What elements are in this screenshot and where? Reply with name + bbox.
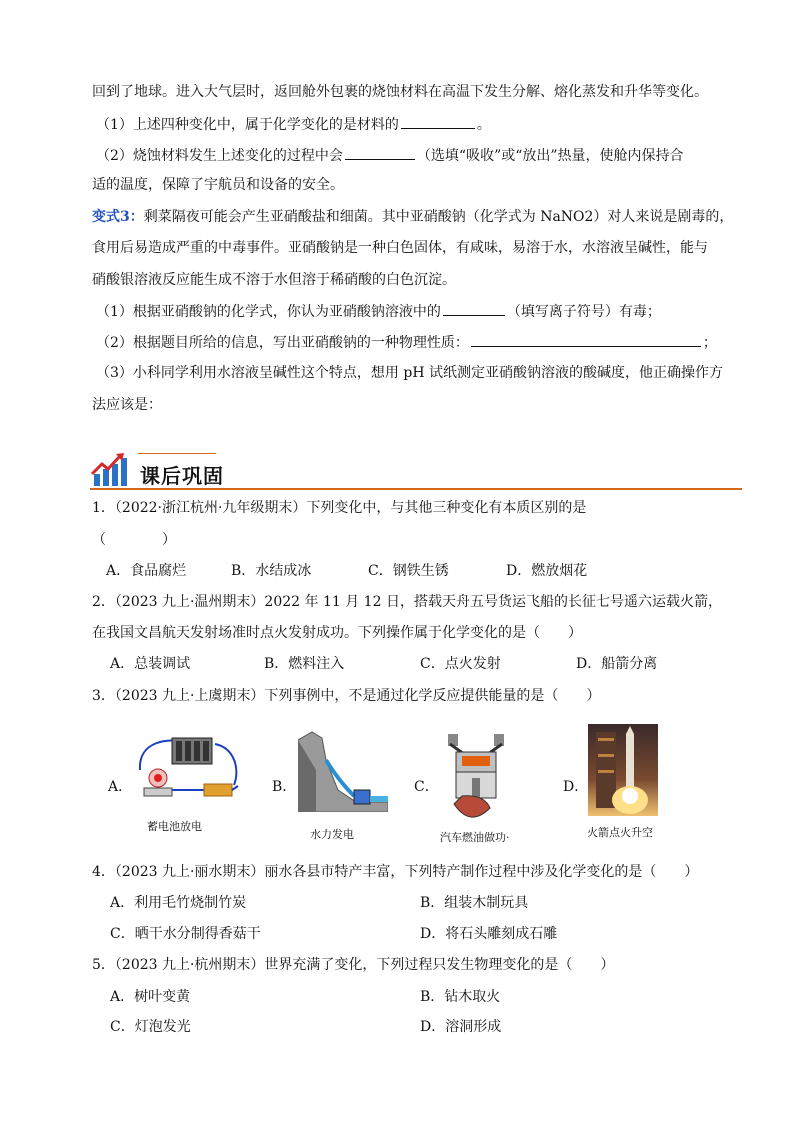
answer-blank[interactable] xyxy=(443,301,505,316)
question-3-caption-b: 水力发电 xyxy=(310,828,354,841)
question-3-option-a-label[interactable]: A． xyxy=(108,779,133,795)
question-3-option-b-label[interactable]: B． xyxy=(272,779,297,795)
variant3-question-1 xyxy=(96,301,661,322)
answer-blank[interactable] xyxy=(471,332,701,347)
question-5-stem: 5．（2023 九上·杭州期末）世界充满了变化，下列过程只发生物理变化的是（ ） xyxy=(92,957,615,973)
variant3-q2-suffix: ； xyxy=(702,335,717,351)
question-1-option-a[interactable]: A．食品腐烂 xyxy=(106,563,187,579)
question-5-option-d[interactable]: D．溶洞形成 xyxy=(420,1019,502,1035)
question-2-option-a[interactable]: A．总装调试 xyxy=(110,656,191,672)
intro-q2-suffix: （选填“吸收”或“放出”热量，使舱内保持合 xyxy=(416,148,684,164)
question-3-caption-d: 火箭点火升空 xyxy=(587,826,653,839)
battery-circuit-image[interactable] xyxy=(130,730,242,804)
section-header xyxy=(90,452,742,492)
question-4-option-d[interactable]: D．将石头雕刻成石雕 xyxy=(420,926,558,942)
intro-question-1 xyxy=(96,114,491,135)
hydro-power-image[interactable] xyxy=(298,730,388,812)
variant3-question-3-cont: 法应该是： xyxy=(92,397,162,413)
variant3-line-2: 食用后易造成严重的中毒事件。亚硝酸钠是一种白色固体，有咸味，易溶于水，水溶液呈碱性，能与 xyxy=(92,240,708,256)
variant3-text-1: 剩菜隔夜可能会产生亚硝酸盐和细菌。其中亚硝酸钠（化学式为 NaNO2）对人来说是剧毒的， xyxy=(143,209,734,225)
intro-question-2 xyxy=(96,145,684,166)
question-5-option-c[interactable]: C．灯泡发光 xyxy=(110,1019,191,1035)
intro-q1-text: （1）上述四种变化中，属于化学变化的是材料的 xyxy=(96,117,399,133)
question-3-option-c-label[interactable]: C． xyxy=(414,779,439,795)
variant3-q1-suffix: （填写离子符号）有毒； xyxy=(506,304,661,320)
question-1-option-d[interactable]: D．燃放烟花 xyxy=(506,563,588,579)
chart-growth-icon xyxy=(90,452,130,488)
section-title: 课后巩固 xyxy=(140,464,224,488)
intro-question-2-cont: 适的温度，保障了宇航员和设备的安全。 xyxy=(92,177,344,193)
question-2-option-d[interactable]: D．船箭分离 xyxy=(576,656,658,672)
question-5-option-b[interactable]: B．钻木取火 xyxy=(420,989,501,1005)
variant3-question-2 xyxy=(96,332,717,353)
question-2-option-b[interactable]: B．燃料注入 xyxy=(264,656,345,672)
rocket-launch-image[interactable] xyxy=(588,724,658,816)
intro-q2-text: （2）烧蚀材料发生上述变化的过程中会 xyxy=(96,148,343,164)
variant3-label: 变式3： xyxy=(92,209,144,225)
question-1-option-c[interactable]: C．钢铁生锈 xyxy=(368,563,449,579)
question-1-bracket: （ ） xyxy=(92,532,176,548)
question-1-stem: 1．（2022·浙江杭州·九年级期末）下列变化中，与其他三种变化有本质区别的是 xyxy=(92,500,587,516)
question-4-stem: 4．（2023 九上·丽水期末）丽水各县市特产丰富，下列特产制作过程中涉及化学变化的是（ ） xyxy=(92,864,699,880)
intro-line-1: 回到了地球。进入大气层时，返回舱外包裹的烧蚀材料在高温下发生分解、熔化蒸发和升华等变化。 xyxy=(92,84,708,100)
answer-blank[interactable] xyxy=(401,114,475,129)
intro-q1-suffix: 。 xyxy=(476,117,491,133)
question-5-option-a[interactable]: A．树叶变黄 xyxy=(110,989,191,1005)
question-3-caption-a: 蓄电池放电 xyxy=(147,820,202,833)
question-3-caption-c: 汽车燃油做功· xyxy=(440,831,510,844)
header-topline xyxy=(138,453,216,454)
engine-piston-image[interactable] xyxy=(440,728,512,822)
question-4-option-c[interactable]: C．晒干水分制得香菇干 xyxy=(110,926,261,942)
variant3-line-1 xyxy=(92,207,733,227)
question-3-stem: 3．（2023 九上·上虞期末）下列事例中，不是通过化学反应提供能量的是（ ） xyxy=(92,688,601,704)
question-2-option-c[interactable]: C．点火发射 xyxy=(420,656,501,672)
variant3-q1-text: （1）根据亚硝酸钠的化学式，你认为亚硝酸钠溶液中的 xyxy=(96,304,441,320)
question-4-option-a[interactable]: A．利用毛竹烧制竹炭 xyxy=(110,895,247,911)
question-3-option-d-label[interactable]: D． xyxy=(563,779,589,795)
question-4-option-b[interactable]: B．组装木制玩具 xyxy=(420,895,529,911)
variant3-line-3: 硝酸银溶液反应能生成不溶于水但溶于稀硝酸的白色沉淀。 xyxy=(92,272,456,288)
question-2-stem-cont: 在我国文昌航天发射场准时点火发射成功。下列操作属于化学变化的是（ ） xyxy=(92,625,582,641)
variant3-question-3: （3）小科同学利用水溶液呈碱性这个特点，想用 pH 试纸测定亚硝酸钠溶液的酸碱度，他正确操作方 xyxy=(96,365,723,381)
question-1-option-b[interactable]: B．水结成冰 xyxy=(231,563,312,579)
section-divider xyxy=(90,488,742,490)
variant3-q2-text: （2）根据题目所给的信息，写出亚硝酸钠的一种物理性质： xyxy=(96,335,469,351)
question-2-stem: 2．（2023 九上·温州期末）2022 年 11 月 12 日，搭载天舟五号货运飞船的长征七号遥六运载火箭， xyxy=(92,594,722,610)
answer-blank[interactable] xyxy=(345,145,415,160)
